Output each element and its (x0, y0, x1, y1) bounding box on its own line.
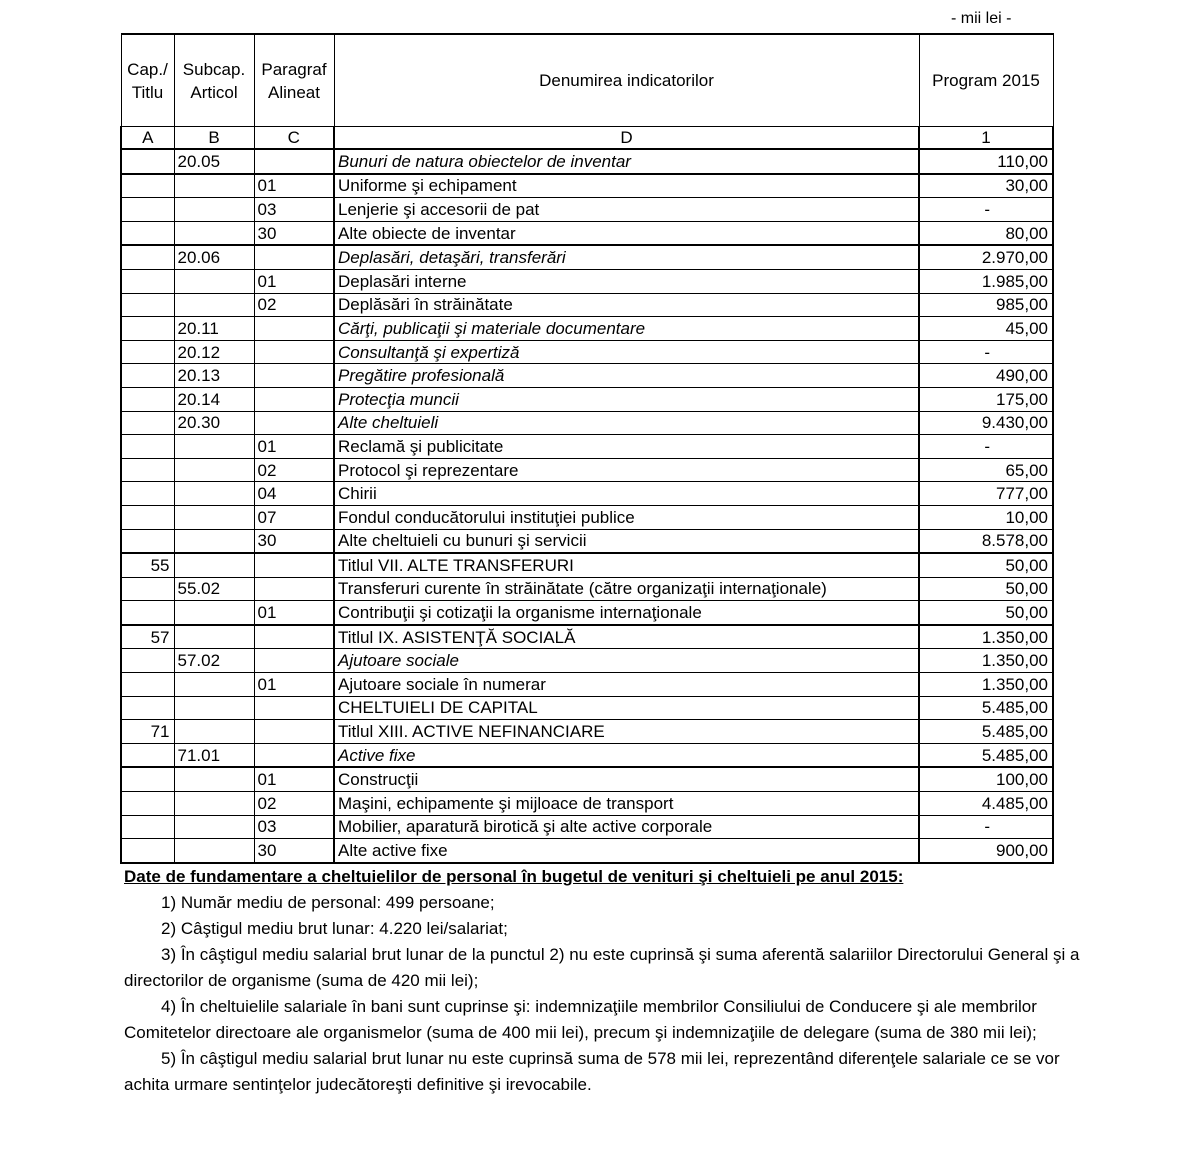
row-value: 777,00 (919, 482, 1053, 506)
row-subcap: 20.30 (174, 411, 254, 435)
row-value: 8.578,00 (919, 529, 1053, 553)
unit-note: - mii lei - (951, 10, 1012, 27)
header-program: Program 2015 (919, 34, 1053, 127)
row-paragraf: 30 (254, 221, 334, 245)
row-paragraf (254, 364, 334, 388)
table-row (121, 577, 1053, 601)
table-header-row (121, 34, 1053, 127)
row-paragraf: 01 (254, 174, 334, 198)
row-value: 1.985,00 (919, 269, 1053, 293)
row-cap (121, 340, 174, 364)
table-row (121, 317, 1053, 341)
row-denumire: Lenjerie şi accesorii de pat (334, 198, 919, 222)
row-cap (121, 174, 174, 198)
row-subcap (174, 792, 254, 816)
row-value: 110,00 (919, 149, 1053, 174)
row-paragraf: 01 (254, 767, 334, 791)
header-denumire: Denumirea indicatorilor (334, 34, 919, 127)
row-denumire: Chirii (334, 482, 919, 506)
table-row (121, 221, 1053, 245)
row-subcap (174, 482, 254, 506)
row-denumire: Alte obiecte de inventar (334, 221, 919, 245)
row-subcap (174, 839, 254, 863)
row-cap (121, 577, 174, 601)
row-denumire: Titlul IX. ASISTENŢĂ SOCIALĂ (334, 625, 919, 649)
row-value: 175,00 (919, 387, 1053, 411)
row-value: - (919, 815, 1053, 839)
letter-a: A (121, 127, 174, 150)
row-value: 2.970,00 (919, 245, 1053, 269)
row-cap (121, 411, 174, 435)
letter-1: 1 (919, 127, 1053, 150)
header-paragraf: Paragraf Alineat (254, 34, 334, 127)
row-denumire: Fondul conducătorului instituţiei publice (334, 505, 919, 529)
row-value: 4.485,00 (919, 792, 1053, 816)
row-denumire: Deplăsări în străinătate (334, 293, 919, 317)
row-denumire: Alte active fixe (334, 839, 919, 863)
table-row (121, 198, 1053, 222)
row-subcap (174, 293, 254, 317)
personnel-notes (124, 864, 1092, 1098)
row-value: 985,00 (919, 293, 1053, 317)
row-cap (121, 221, 174, 245)
table-row (121, 696, 1053, 720)
letter-c: C (254, 127, 334, 150)
row-cap (121, 743, 174, 767)
table-row (121, 482, 1053, 506)
row-subcap: 57.02 (174, 649, 254, 673)
row-value: 50,00 (919, 553, 1053, 577)
row-value: 1.350,00 (919, 649, 1053, 673)
table-row (121, 839, 1053, 863)
row-paragraf (254, 553, 334, 577)
row-paragraf: 07 (254, 505, 334, 529)
row-subcap: 20.06 (174, 245, 254, 269)
row-denumire: Transferuri curente în străinătate (către organizaţii internaţionale) (334, 577, 919, 601)
row-paragraf: 01 (254, 601, 334, 625)
table-row (121, 505, 1053, 529)
row-value: 10,00 (919, 505, 1053, 529)
row-paragraf (254, 340, 334, 364)
row-cap (121, 815, 174, 839)
row-denumire: Construcţii (334, 767, 919, 791)
row-paragraf (254, 720, 334, 744)
row-paragraf: 02 (254, 792, 334, 816)
row-subcap (174, 529, 254, 553)
table-row (121, 673, 1053, 697)
note-item: 1) Număr mediu de personal: 499 persoane; (161, 893, 495, 912)
row-value: 490,00 (919, 364, 1053, 388)
row-value: 1.350,00 (919, 673, 1053, 697)
row-subcap (174, 174, 254, 198)
row-subcap (174, 673, 254, 697)
row-subcap: 20.14 (174, 387, 254, 411)
row-paragraf (254, 649, 334, 673)
row-denumire: Mobilier, aparatură birotică şi alte active corporale (334, 815, 919, 839)
row-denumire: Consultanţă şi expertiză (334, 340, 919, 364)
row-cap (121, 245, 174, 269)
row-value: 100,00 (919, 767, 1053, 791)
row-cap (121, 649, 174, 673)
row-paragraf (254, 577, 334, 601)
row-subcap: 20.05 (174, 149, 254, 174)
table-row (121, 529, 1053, 553)
row-value: - (919, 198, 1053, 222)
letter-b: B (174, 127, 254, 150)
row-subcap (174, 505, 254, 529)
row-subcap: 71.01 (174, 743, 254, 767)
row-cap (121, 601, 174, 625)
row-denumire: Deplasări interne (334, 269, 919, 293)
row-cap (121, 149, 174, 174)
row-denumire: Alte cheltuieli (334, 411, 919, 435)
row-subcap: 20.13 (174, 364, 254, 388)
row-denumire: Titlul VII. ALTE TRANSFERURI (334, 553, 919, 577)
row-cap (121, 458, 174, 482)
row-denumire: Bunuri de natura obiectelor de inventar (334, 149, 919, 174)
row-value: 900,00 (919, 839, 1053, 863)
row-cap: 55 (121, 553, 174, 577)
row-denumire: Reclamă şi publicitate (334, 435, 919, 459)
row-denumire: Deplasări, detaşări, transferări (334, 245, 919, 269)
table-row (121, 625, 1053, 649)
table-row (121, 720, 1053, 744)
row-paragraf: 03 (254, 198, 334, 222)
table-row (121, 245, 1053, 269)
row-subcap (174, 720, 254, 744)
row-denumire: Titlul XIII. ACTIVE NEFINANCIARE (334, 720, 919, 744)
row-subcap (174, 269, 254, 293)
row-value: - (919, 435, 1053, 459)
row-paragraf (254, 317, 334, 341)
row-denumire: Ajutoare sociale (334, 649, 919, 673)
note-item: 5) În câştigul mediu salarial brut lunar nu este cuprinsă suma de 578 mii lei, reprezentând diferenţele salariale ce se vor achita urmare sentinţelor judecătoreşti definitive şi irevocabile. (124, 1049, 1060, 1094)
table-row (121, 553, 1053, 577)
row-denumire: CHELTUIELI DE CAPITAL (334, 696, 919, 720)
row-cap (121, 839, 174, 863)
table-row (121, 174, 1053, 198)
row-paragraf: 30 (254, 839, 334, 863)
row-cap (121, 269, 174, 293)
row-denumire: Protocol şi reprezentare (334, 458, 919, 482)
row-value: 50,00 (919, 601, 1053, 625)
row-cap: 57 (121, 625, 174, 649)
row-paragraf: 04 (254, 482, 334, 506)
table-row (121, 767, 1053, 791)
row-subcap (174, 696, 254, 720)
row-denumire: Active fixe (334, 743, 919, 767)
row-value: 45,00 (919, 317, 1053, 341)
row-subcap (174, 458, 254, 482)
row-paragraf (254, 245, 334, 269)
row-cap (121, 505, 174, 529)
budget-table (120, 33, 1054, 864)
row-cap (121, 293, 174, 317)
table-row (121, 601, 1053, 625)
row-value: 1.350,00 (919, 625, 1053, 649)
header-cap: Cap./ Titlu (121, 34, 174, 127)
row-value: - (919, 340, 1053, 364)
row-cap: 71 (121, 720, 174, 744)
row-subcap (174, 221, 254, 245)
row-cap (121, 198, 174, 222)
row-denumire: Alte cheltuieli cu bunuri şi servicii (334, 529, 919, 553)
row-paragraf: 30 (254, 529, 334, 553)
row-subcap: 20.11 (174, 317, 254, 341)
row-paragraf: 01 (254, 673, 334, 697)
row-value: 5.485,00 (919, 720, 1053, 744)
row-paragraf (254, 743, 334, 767)
row-subcap (174, 553, 254, 577)
note-item: 3) În câştigul mediu salarial brut lunar de la punctul 2) nu este cuprinsă şi suma aferentă salariilor Directorului General şi a directorilor de organisme (suma de 420 mii lei); (124, 945, 1080, 990)
table-row (121, 340, 1053, 364)
row-cap (121, 482, 174, 506)
row-denumire: Pregătire profesională (334, 364, 919, 388)
row-cap (121, 767, 174, 791)
row-denumire: Protecţia muncii (334, 387, 919, 411)
row-paragraf (254, 625, 334, 649)
row-cap (121, 792, 174, 816)
table-row (121, 743, 1053, 767)
column-letters-row (121, 127, 1053, 150)
table-row (121, 364, 1053, 388)
row-subcap (174, 198, 254, 222)
row-paragraf (254, 387, 334, 411)
row-paragraf: 01 (254, 435, 334, 459)
row-denumire: Contribuţii şi cotizaţii la organisme internaţionale (334, 601, 919, 625)
table-row (121, 458, 1053, 482)
row-denumire: Ajutoare sociale în numerar (334, 673, 919, 697)
header-subcap: Subcap. Articol (174, 34, 254, 127)
row-value: 50,00 (919, 577, 1053, 601)
row-paragraf (254, 149, 334, 174)
row-denumire: Maşini, echipamente şi mijloace de transport (334, 792, 919, 816)
notes-title: Date de fundamentare a cheltuielilor de personal în bugetul de venituri şi cheltuieli pe anul 2015: (124, 867, 904, 886)
table-row (121, 815, 1053, 839)
row-value: 65,00 (919, 458, 1053, 482)
note-item: 2) Câştigul mediu brut lunar: 4.220 lei/salariat; (161, 919, 508, 938)
row-cap (121, 529, 174, 553)
row-paragraf: 01 (254, 269, 334, 293)
row-value: 9.430,00 (919, 411, 1053, 435)
row-paragraf: 03 (254, 815, 334, 839)
table-row (121, 149, 1053, 174)
row-cap (121, 435, 174, 459)
row-subcap (174, 625, 254, 649)
row-value: 30,00 (919, 174, 1053, 198)
table-row (121, 293, 1053, 317)
table-row (121, 649, 1053, 673)
row-value: 5.485,00 (919, 743, 1053, 767)
note-item: 4) În cheltuielile salariale în bani sunt cuprinse şi: indemnizaţiile membrilor Consiliului de Conducere şi ale membrilor Comitetelor directoare ale organismelor (suma de 400 mii lei), precum şi indemnizaţiile de delegare (suma de 380 mii lei); (124, 997, 1037, 1042)
table-row (121, 411, 1053, 435)
row-subcap: 55.02 (174, 577, 254, 601)
row-value: 80,00 (919, 221, 1053, 245)
row-paragraf: 02 (254, 458, 334, 482)
row-cap (121, 673, 174, 697)
row-paragraf (254, 411, 334, 435)
table-row (121, 435, 1053, 459)
row-value: 5.485,00 (919, 696, 1053, 720)
row-subcap (174, 767, 254, 791)
row-denumire: Uniforme şi echipament (334, 174, 919, 198)
row-paragraf: 02 (254, 293, 334, 317)
letter-d: D (334, 127, 919, 150)
row-subcap (174, 601, 254, 625)
table-row (121, 792, 1053, 816)
row-subcap (174, 815, 254, 839)
row-paragraf (254, 696, 334, 720)
row-cap (121, 387, 174, 411)
row-subcap: 20.12 (174, 340, 254, 364)
row-cap (121, 317, 174, 341)
table-row (121, 269, 1053, 293)
table-row (121, 387, 1053, 411)
row-cap (121, 696, 174, 720)
row-cap (121, 364, 174, 388)
row-subcap (174, 435, 254, 459)
row-denumire: Cărţi, publicaţii şi materiale documentare (334, 317, 919, 341)
